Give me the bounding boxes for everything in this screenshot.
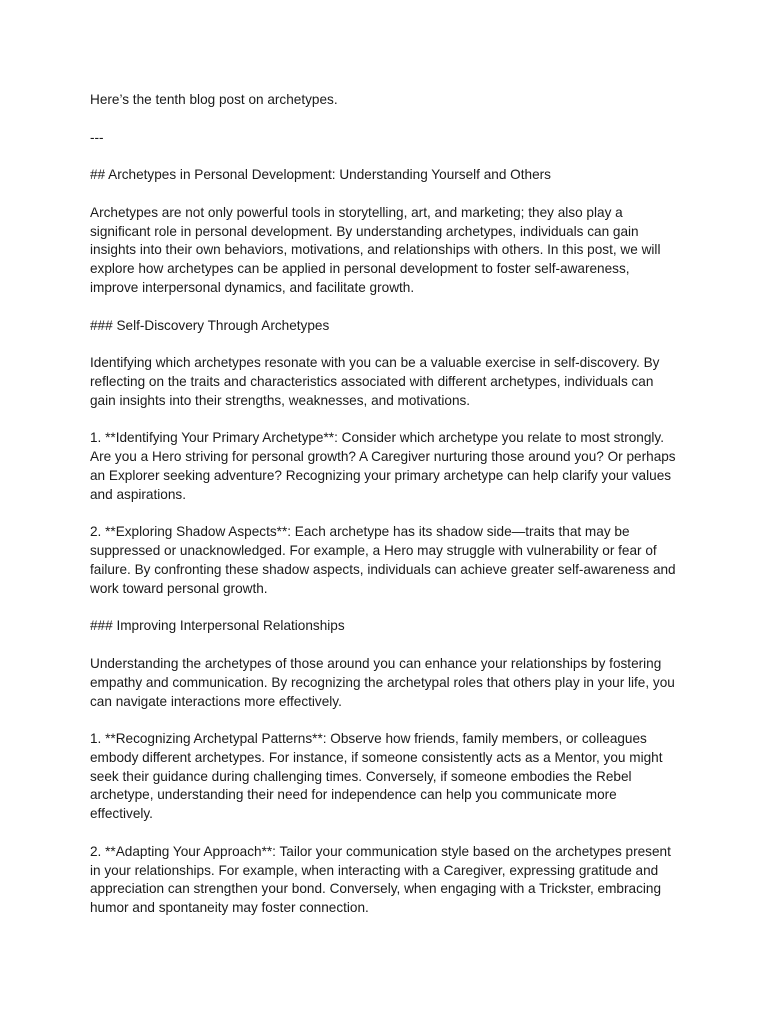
section-heading-self-discovery: ### Self-Discovery Through Archetypes <box>90 317 330 333</box>
self-discovery-paragraph: Identifying which archetypes resonate with you can be a valuable exercise in self-discovery. By reflecting on the traits and characteristics associated with different archetypes, individuals can gain insights into their strengths, weaknesses, and motivations. <box>90 355 660 408</box>
list-item-shadow-aspects: 2. **Exploring Shadow Aspects**: Each archetype has its shadow side—traits that may be suppressed or unacknowledged. For example, a Hero may struggle with vulnerability or fear of failure. By confronting these shadow aspects, individuals can achieve greater self-awareness and work toward personal growth. <box>90 524 676 596</box>
separator-line: --- <box>90 129 104 145</box>
post-title: ## Archetypes in Personal Development: Understanding Yourself and Others <box>90 167 551 183</box>
list-item-primary-archetype: 1. **Identifying Your Primary Archetype**: Consider which archetype you relate to most strongly. Are you a Hero striving for personal growth? A Caregiver nurturing those around you? Or perhaps an Explorer seeking adventure? Recognizing your primary archetype can help clarify your values and aspirations. <box>90 430 676 502</box>
section-heading-relationships: ### Improving Interpersonal Relationships <box>90 618 345 634</box>
relationships-paragraph: Understanding the archetypes of those around you can enhance your relationships by fostering empathy and communication. By recognizing the archetypal roles that others play in your life, you can navigate interactions more effectively. <box>90 655 675 709</box>
document-page <box>90 91 680 937</box>
intro-paragraph: Archetypes are not only powerful tools in storytelling, art, and marketing; they also play a significant role in personal development. By understanding archetypes, individuals can gain insights into their own behaviors, motivations, and relationships with others. In this post, we will explore how archetypes can be applied in personal development to foster self-awareness, improve interpersonal dynamics, and facilitate growth. <box>90 204 661 295</box>
list-item-adapting-approach: 2. **Adapting Your Approach**: Tailor your communication style based on the archetypes present in your relationships. For example, when interacting with a Caregiver, expressing gratitude and appreciation can strengthen your bond. Conversely, when engaging with a Trickster, embracing humor and spontaneity may foster connection. <box>90 843 671 916</box>
intro-line: Here’s the tenth blog post on archetypes. <box>90 92 338 107</box>
list-item-archetypal-patterns: 1. **Recognizing Archetypal Patterns**: Observe how friends, family members, or colleagues embody different archetypes. For instance, if someone consistently acts as a Mentor, you might seek their guidance during challenging times. Conversely, if someone embodies the Rebel archetype, understanding their need for independence can help you communicate more effectively. <box>90 731 663 822</box>
